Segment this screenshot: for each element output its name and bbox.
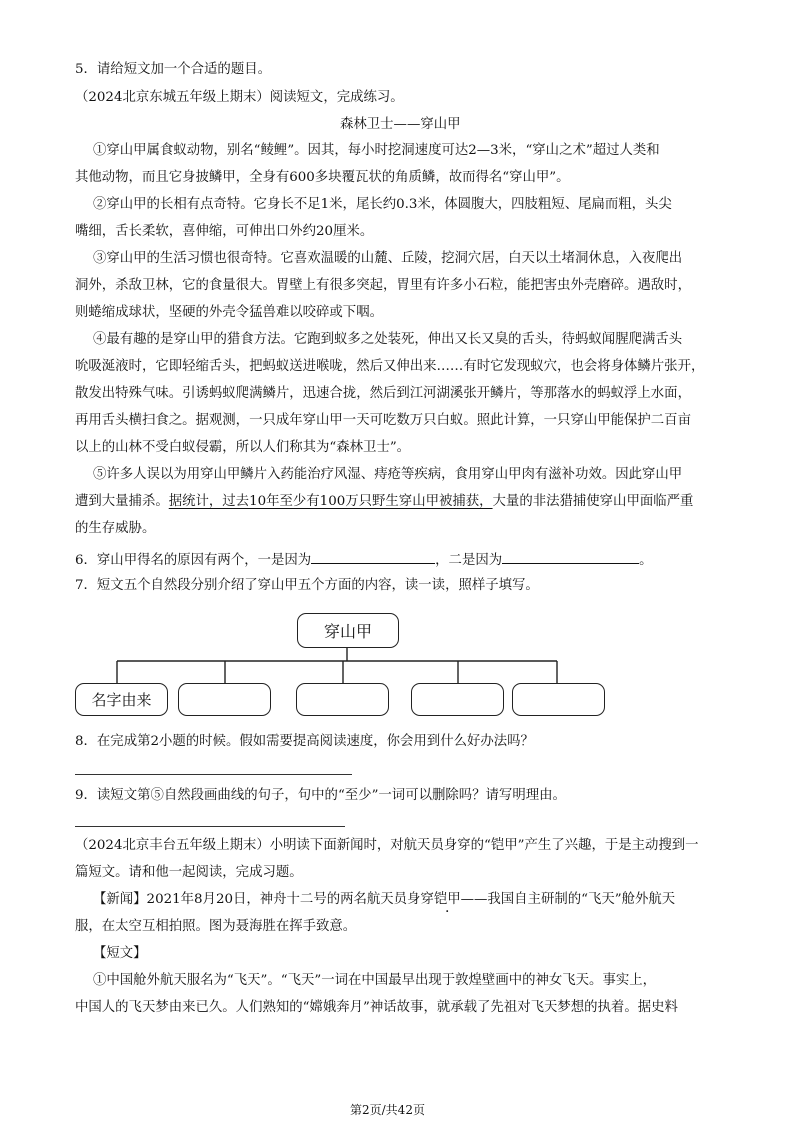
p3-line-3: 则蜷缩成球状，坚硬的外壳令猛兽难以咬碎或下咽。 bbox=[75, 305, 383, 320]
section1-intro: （2024北京东城五年级上期末）阅读短文，完成练习。 bbox=[75, 90, 404, 105]
p5-line-3: 的生存威胁。 bbox=[75, 521, 156, 536]
p5-text-after: 大量的非法猎捕使穿山甲面临严重 bbox=[492, 494, 694, 509]
question-9: 9．读短文第⑤自然段画曲线的句子，句中的“至少”一词可以删除吗？请写明理由。 bbox=[75, 788, 566, 803]
q6-part1: 6．穿山甲得名的原因有两个，一是因为 bbox=[75, 553, 312, 568]
p1-line-1: ①穿山甲属食蚁动物，别名“鲮鲤”。因其，每小时挖洞速度可达2—3米，“穿山之术”超过人类和 bbox=[93, 143, 660, 158]
news-line-2: 服，在太空互相拍照。图为聂海胜在挥手致意。 bbox=[75, 919, 357, 934]
q6-end: 。 bbox=[639, 553, 653, 568]
question-8: 8．在完成第2小题的时候。假如需要提高阅读速度，你会用到什么好办法吗？ bbox=[75, 734, 534, 749]
p3-line-1: ③穿山甲的生活习惯也很奇特。它喜欢温暖的山麓、丘陵，挖洞穴居，白天以土堵洞休息，入夜爬出 bbox=[93, 251, 683, 266]
passage-title: 森林卫士——穿山甲 bbox=[340, 117, 461, 132]
page-footer: 第2页/共42页 bbox=[350, 1103, 425, 1117]
p5-text-before: 遭到大量捕杀。 bbox=[75, 494, 169, 509]
news-line-1 bbox=[93, 891, 675, 909]
diagram-box-name-origin: 名字由来 bbox=[75, 683, 168, 716]
p5-underlined-sentence: 据统计，过去10年至少有100万只野生穿山甲被捕获， bbox=[168, 494, 493, 509]
diagram-box-answer-4[interactable] bbox=[411, 683, 504, 716]
p4-line-4: 再用舌头横扫食之。据观测，一只成年穿山甲一天可吃数万只白蚁。照此计算，一只穿山甲能保护二百亩 bbox=[75, 413, 691, 428]
q8-answer-line[interactable] bbox=[75, 774, 352, 775]
diagram-box-answer-5[interactable] bbox=[512, 683, 605, 716]
p5-line-1: ⑤许多人误以为用穿山甲鳞片入药能治疗风湿、痔疮等疾病，食用穿山甲肉有滋补功效。因此穿山甲 bbox=[93, 467, 683, 482]
s2-p1-line-1: ①中国舱外航天服名为“飞天”。“飞天”一词在中国最早出现于敦煌壁画中的神女飞天。事实上， bbox=[93, 973, 657, 988]
news-text-after: ——我国自主研制的“飞天”舱外航天 bbox=[460, 892, 676, 907]
p4-line-5: 以上的山林不受白蚁侵霸，所以人们称其为“森林卫士”。 bbox=[75, 440, 411, 455]
s2-p1-line-2: 中国人的飞天梦由来已久。人们熟知的“嫦娥奔月”神话故事，就承载了先祖对飞天梦想的执着。据史料 bbox=[75, 1000, 678, 1015]
p3-line-2: 洞外，杀敌卫林，它的食量很大。胃壁上有很多突起，胃里有许多小石粒，能把害虫外壳磨碎。遇敌时， bbox=[75, 278, 691, 293]
short-text-label: 【短文】 bbox=[93, 946, 147, 961]
section2-intro-line-2: 篇短文。请和他一起阅读，完成习题。 bbox=[75, 865, 303, 880]
news-text-before: 【新闻】2021年8月20日，神舟十二号的两名航天员身穿 bbox=[93, 892, 434, 907]
p4-line-3: 散发出特殊气味。引诱蚂蚁爬满鳞片，迅速合拢，然后到江河湖溪张开鳞片，等那落水的蚂蚁浮上水面， bbox=[75, 386, 691, 401]
q6-part2: ，二是因为 bbox=[435, 553, 503, 568]
p4-line-2: 吮吸涎液时，它即轻缩舌头，把蚂蚁送进喉咙，然后又伸出来……有时它发现蚁穴，也会将身体鳞片张开， bbox=[75, 359, 705, 374]
news-dotted-word: 铠甲 bbox=[433, 892, 461, 907]
question-5: 5．请给短文加一个合适的题目。 bbox=[75, 62, 271, 77]
p2-line-1: ②穿山甲的长相有点奇特。它身长不足1米，尾长约0.3米，体圆腹大，四肢粗短、尾扁而粗，头尖 bbox=[93, 197, 672, 212]
p2-line-2: 嘴细，舌长柔软，喜伸缩，可伸出口外约20厘米。 bbox=[75, 224, 374, 239]
p4-line-1: ④最有趣的是穿山甲的猎食方法。它跑到蚁多之处装死，伸出又长又臭的舌头，待蚂蚁闻腥爬满舌头 bbox=[93, 332, 683, 347]
p1-line-2: 其他动物，而且它身披鳞甲，全身有600多块覆瓦状的角质鳞，故而得名“穿山甲”。 bbox=[75, 170, 570, 185]
diagram-box-answer-3[interactable] bbox=[296, 683, 389, 716]
section2-intro-line-1: （2024北京丰台五年级上期末）小明读下面新闻时，对航天员身穿的“铠甲”产生了兴趣，于是主动搜到一 bbox=[75, 838, 699, 853]
diagram-root-box: 穿山甲 bbox=[297, 613, 399, 648]
question-7: 7．短文五个自然段分别介绍了穿山甲五个方面的内容，读一读，照样子填写。 bbox=[75, 578, 539, 593]
diagram-box-answer-2[interactable] bbox=[178, 683, 271, 716]
q9-answer-line[interactable] bbox=[75, 826, 345, 827]
